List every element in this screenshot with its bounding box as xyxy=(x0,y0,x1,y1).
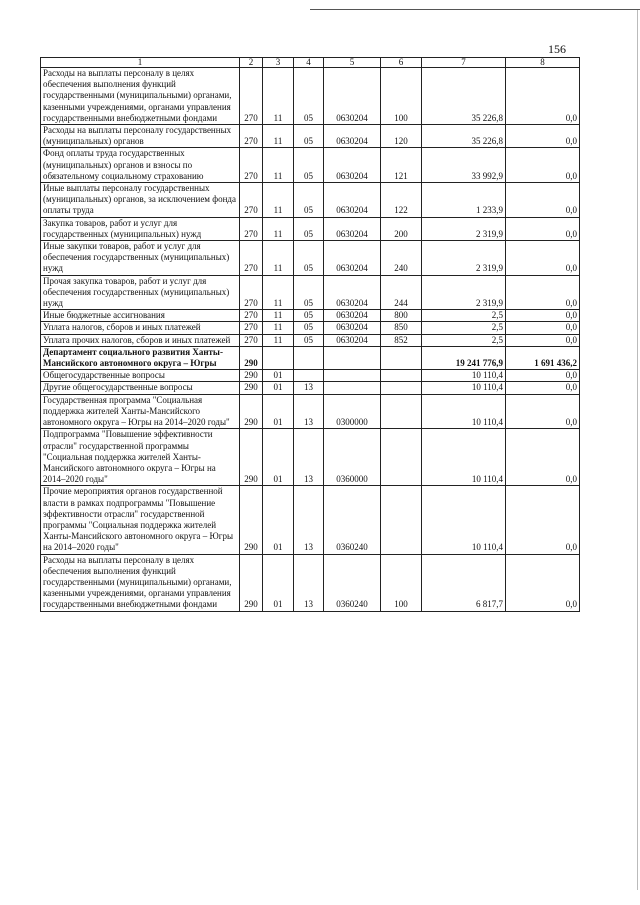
row-section: 11 xyxy=(263,217,294,240)
row-name: Прочие мероприятия органов государственной власти в рамках подпрограммы "Повышение эффективности отрасли" государственной программы "Социальная поддержка жителей Ханты-Мансийского автономного округа – Югры на 2014–2020 годы" xyxy=(41,486,240,554)
row-subvention-amount: 0,0 xyxy=(506,148,580,183)
header-cell: 3 xyxy=(263,58,294,68)
row-expense-type: 244 xyxy=(381,275,422,310)
row-subvention-amount: 0,0 xyxy=(506,183,580,218)
row-name: Расходы на выплаты персоналу государственных (муниципальных) органов xyxy=(41,125,240,148)
row-amount: 1 233,9 xyxy=(422,183,506,218)
row-ministry-code: 290 xyxy=(240,346,263,369)
row-ministry-code: 290 xyxy=(240,394,263,429)
row-subvention-amount: 0,0 xyxy=(506,322,580,334)
row-subsection: 13 xyxy=(294,394,324,429)
row-name: Другие общегосударственные вопросы xyxy=(41,382,240,394)
row-section: 01 xyxy=(263,554,294,611)
row-amount: 10 110,4 xyxy=(422,486,506,554)
row-name: Прочая закупка товаров, работ и услуг для обеспечения государственных (муниципальных) нужд xyxy=(41,275,240,310)
row-subvention-amount: 0,0 xyxy=(506,68,580,125)
row-expense-type: 122 xyxy=(381,183,422,218)
row-ministry-code: 270 xyxy=(240,275,263,310)
row-expense-type: 800 xyxy=(381,310,422,322)
row-subsection xyxy=(294,346,324,369)
row-subvention-amount: 0,0 xyxy=(506,217,580,240)
row-section: 11 xyxy=(263,322,294,334)
row-amount: 10 110,4 xyxy=(422,429,506,486)
page-top-edge xyxy=(310,9,640,10)
row-target-article: 0630204 xyxy=(324,217,381,240)
table-row xyxy=(41,217,580,240)
row-subsection: 05 xyxy=(294,334,324,346)
row-subvention-amount: 0,0 xyxy=(506,125,580,148)
row-expense-type: 100 xyxy=(381,68,422,125)
row-amount: 33 992,9 xyxy=(422,148,506,183)
table-row xyxy=(41,322,580,334)
row-expense-type xyxy=(381,394,422,429)
table-row xyxy=(41,486,580,554)
row-section: 11 xyxy=(263,275,294,310)
row-subvention-amount: 0,0 xyxy=(506,275,580,310)
row-target-article: 0630204 xyxy=(324,322,381,334)
row-amount: 2 319,9 xyxy=(422,217,506,240)
page-number: 156 xyxy=(548,42,566,56)
header-cell: 2 xyxy=(240,58,263,68)
row-section: 11 xyxy=(263,148,294,183)
row-expense-type xyxy=(381,370,422,382)
row-expense-type: 850 xyxy=(381,322,422,334)
table-row xyxy=(41,334,580,346)
row-subsection: 13 xyxy=(294,382,324,394)
header-row xyxy=(41,58,580,68)
row-subvention-amount: 0,0 xyxy=(506,394,580,429)
header-cell: 5 xyxy=(324,58,381,68)
row-section: 11 xyxy=(263,125,294,148)
row-subvention-amount: 0,0 xyxy=(506,429,580,486)
row-amount: 2,5 xyxy=(422,334,506,346)
header-cell: 6 xyxy=(381,58,422,68)
row-ministry-code: 270 xyxy=(240,310,263,322)
row-name: Уплата налогов, сборов и иных платежей xyxy=(41,322,240,334)
row-name: Расходы на выплаты персоналу в целях обеспечения выполнения функций государственными (муниципальными) органами, казенными учреждениями, органами управления государственными внебюджетными фондами xyxy=(41,554,240,611)
row-target-article: 0300000 xyxy=(324,394,381,429)
table-row xyxy=(41,370,580,382)
row-name: Иные бюджетные ассигнования xyxy=(41,310,240,322)
table-row xyxy=(41,382,580,394)
table-row xyxy=(41,275,580,310)
row-expense-type: 240 xyxy=(381,241,422,276)
row-subsection: 05 xyxy=(294,125,324,148)
row-ministry-code: 290 xyxy=(240,370,263,382)
row-target-article xyxy=(324,382,381,394)
row-amount: 10 110,4 xyxy=(422,382,506,394)
row-subvention-amount: 0,0 xyxy=(506,370,580,382)
row-expense-type: 120 xyxy=(381,125,422,148)
header-cell: 1 xyxy=(41,58,240,68)
row-name: Закупка товаров, работ и услуг для государственных (муниципальных) нужд xyxy=(41,217,240,240)
row-subvention-amount: 0,0 xyxy=(506,334,580,346)
row-name: Расходы на выплаты персоналу в целях обеспечения выполнения функций государственными (муниципальными) органами, казенными учреждениями, органами управления государственными внебюджетными фондами xyxy=(41,68,240,125)
table-row xyxy=(41,148,580,183)
row-subsection xyxy=(294,370,324,382)
row-ministry-code: 270 xyxy=(240,241,263,276)
row-expense-type xyxy=(381,346,422,369)
row-name: Фонд оплаты труда государственных (муниципальных) органов и взносы по обязательному социальному страхованию xyxy=(41,148,240,183)
row-ministry-code: 270 xyxy=(240,148,263,183)
row-target-article: 0360240 xyxy=(324,486,381,554)
table-row xyxy=(41,68,580,125)
row-name: Государственная программа "Социальная поддержка жителей Ханты-Мансийского автономного округа – Югры на 2014–2020 годы" xyxy=(41,394,240,429)
row-expense-type xyxy=(381,382,422,394)
row-ministry-code: 270 xyxy=(240,322,263,334)
row-amount: 10 110,4 xyxy=(422,394,506,429)
row-target-article: 0360240 xyxy=(324,554,381,611)
row-ministry-code: 270 xyxy=(240,183,263,218)
row-ministry-code: 290 xyxy=(240,554,263,611)
row-subvention-amount: 0,0 xyxy=(506,241,580,276)
row-expense-type xyxy=(381,486,422,554)
row-section: 01 xyxy=(263,394,294,429)
row-section: 11 xyxy=(263,241,294,276)
table-row xyxy=(41,429,580,486)
row-section xyxy=(263,346,294,369)
row-target-article xyxy=(324,370,381,382)
row-amount: 35 226,8 xyxy=(422,68,506,125)
row-section: 11 xyxy=(263,183,294,218)
row-name: Департамент социального развития Ханты-Мансийского автономного округа – Югры xyxy=(41,346,240,369)
table-row xyxy=(41,183,580,218)
page-right-edge xyxy=(637,10,638,890)
table-row xyxy=(41,346,580,369)
row-subvention-amount: 0,0 xyxy=(506,382,580,394)
row-name: Уплата прочих налогов, сборов и иных платежей xyxy=(41,334,240,346)
row-target-article: 0630204 xyxy=(324,241,381,276)
row-section: 11 xyxy=(263,334,294,346)
row-expense-type: 200 xyxy=(381,217,422,240)
row-subsection: 05 xyxy=(294,275,324,310)
row-target-article xyxy=(324,346,381,369)
row-ministry-code: 270 xyxy=(240,125,263,148)
row-ministry-code: 290 xyxy=(240,429,263,486)
row-section: 01 xyxy=(263,382,294,394)
row-name: Иные выплаты персоналу государственных (муниципальных) органов, за исключением фонда оплаты труда xyxy=(41,183,240,218)
row-ministry-code: 270 xyxy=(240,217,263,240)
row-section: 01 xyxy=(263,486,294,554)
row-subsection: 05 xyxy=(294,217,324,240)
row-target-article: 0630204 xyxy=(324,148,381,183)
budget-table xyxy=(40,57,580,612)
row-ministry-code: 270 xyxy=(240,68,263,125)
row-section: 01 xyxy=(263,370,294,382)
row-target-article: 0630204 xyxy=(324,68,381,125)
row-target-article: 0630204 xyxy=(324,183,381,218)
row-subsection: 13 xyxy=(294,429,324,486)
row-amount: 6 817,7 xyxy=(422,554,506,611)
row-target-article: 0630204 xyxy=(324,334,381,346)
row-name: Общегосударственные вопросы xyxy=(41,370,240,382)
row-section: 11 xyxy=(263,68,294,125)
row-subvention-amount: 1 691 436,2 xyxy=(506,346,580,369)
row-target-article: 0630204 xyxy=(324,310,381,322)
row-ministry-code: 290 xyxy=(240,382,263,394)
row-subsection: 05 xyxy=(294,322,324,334)
row-amount: 10 110,4 xyxy=(422,370,506,382)
row-target-article: 0360000 xyxy=(324,429,381,486)
row-ministry-code: 290 xyxy=(240,486,263,554)
header-cell: 7 xyxy=(422,58,506,68)
row-ministry-code: 270 xyxy=(240,334,263,346)
row-section: 11 xyxy=(263,310,294,322)
table-row xyxy=(41,241,580,276)
row-expense-type: 852 xyxy=(381,334,422,346)
row-amount: 19 241 776,9 xyxy=(422,346,506,369)
row-amount: 35 226,8 xyxy=(422,125,506,148)
table-row xyxy=(41,310,580,322)
header-cell: 4 xyxy=(294,58,324,68)
row-expense-type: 100 xyxy=(381,554,422,611)
row-name: Подпрограмма "Повышение эффективности отрасли" государственной программы "Социальная поддержка жителей Ханты-Мансийского автономного округа – Югры на 2014–2020 годы" xyxy=(41,429,240,486)
row-target-article: 0630204 xyxy=(324,275,381,310)
row-expense-type xyxy=(381,429,422,486)
row-subsection: 13 xyxy=(294,554,324,611)
row-subsection: 05 xyxy=(294,148,324,183)
row-section: 01 xyxy=(263,429,294,486)
table-row xyxy=(41,125,580,148)
row-amount: 2 319,9 xyxy=(422,275,506,310)
row-name: Иные закупки товаров, работ и услуг для обеспечения государственных (муниципальных) нужд xyxy=(41,241,240,276)
row-subvention-amount: 0,0 xyxy=(506,554,580,611)
row-subsection: 05 xyxy=(294,68,324,125)
row-subsection: 13 xyxy=(294,486,324,554)
row-target-article: 0630204 xyxy=(324,125,381,148)
header-cell: 8 xyxy=(506,58,580,68)
row-amount: 2 319,9 xyxy=(422,241,506,276)
row-amount: 2,5 xyxy=(422,322,506,334)
row-expense-type: 121 xyxy=(381,148,422,183)
table-row xyxy=(41,554,580,611)
row-subvention-amount: 0,0 xyxy=(506,486,580,554)
row-amount: 2,5 xyxy=(422,310,506,322)
row-subsection: 05 xyxy=(294,310,324,322)
row-subsection: 05 xyxy=(294,241,324,276)
row-subvention-amount: 0,0 xyxy=(506,310,580,322)
table-row xyxy=(41,394,580,429)
row-subsection: 05 xyxy=(294,183,324,218)
